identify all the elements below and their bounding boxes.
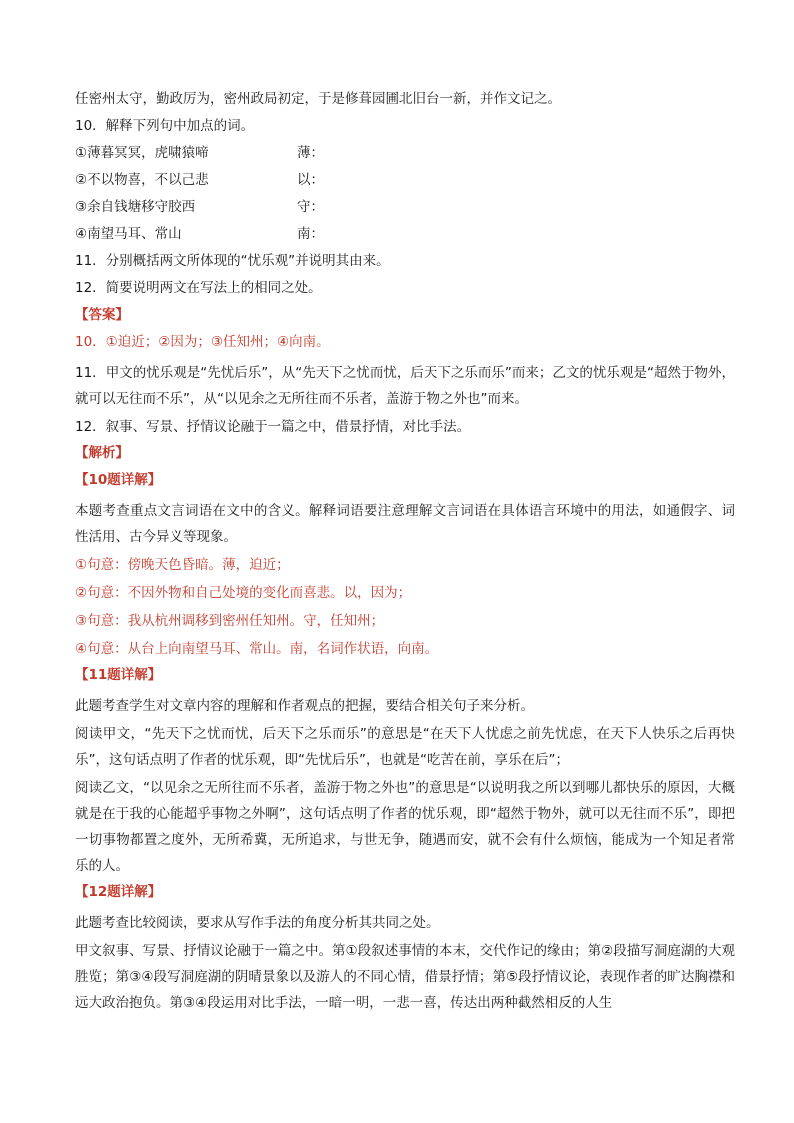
detail-11-text-2: 阅读甲文，“先天下之忧而忧，后天下之乐而乐”的意思是“在天下人忧虑之前先忧虑，在天下人快乐之后再快乐”，这句话点明了作者的忧乐观，即“先忧后乐”，也就是“吃苦在前，享乐在后”； [75, 726, 735, 768]
detail-10-item-1: ①句意：傍晚天色昏暗。薄，迫近； [75, 557, 290, 573]
question-11: 11．分别概括两文所体现的“忧乐观”并说明其由来。 [75, 253, 390, 269]
detail-10-text: 本题考查重点文言词语在文中的含义。解释词语要注意理解文言词语在具体语言环境中的用法，如通假字、词性活用、古今异义等现象。 [75, 503, 735, 545]
detail-10-item-3: ③句意：我从杭州调移到密州任知州。守，任知州； [75, 613, 385, 629]
q10-item-4 [75, 225, 735, 244]
q10-item-sentence: ①薄暮冥冥，虎啸猿啼 [75, 145, 209, 161]
q10-item-word: 守： [297, 199, 324, 215]
intro-text: 任密州太守，勤政厉为，密州政局初定，于是修葺园圃北旧台一新，并作文记之。 [75, 91, 561, 107]
question-10: 10．解释下列句中加点的词。 [75, 118, 255, 134]
q10-item-word: 南： [297, 226, 324, 242]
answer-10: 10．①迫近；②因为；③任知州；④向南。 [75, 334, 330, 350]
detail-11-text-1: 此题考查学生对文章内容的理解和作者观点的把握，要结合相关句子来分析。 [75, 698, 534, 714]
q10-item-sentence: ②不以物喜，不以己悲 [75, 172, 209, 188]
q10-item-word: 薄： [297, 145, 324, 161]
detail-12-text-2: 甲文叙事、写景、抒情议论融于一篇之中。第①段叙述事情的本末，交代作记的缘由；第②段描写洞庭湖的大观胜览；第③④段写洞庭湖的阴晴景象以及游人的不同心情，借景抒情；第⑤段抒情议论，表现作者的旷达胸襟和远大政治抱负。第③④段运用对比手法，一暗一明，一悲一喜，传达出两种截然相反的人生 [75, 943, 735, 1011]
detail-11-header: 【11题详解】 [75, 667, 162, 683]
detail-12-text-1: 此题考查比较阅读，要求从写作手法的角度分析其共同之处。 [75, 915, 440, 931]
answer-12: 12．叙事、写景、抒情议论融于一篇之中，借景抒情，对比手法。 [75, 419, 471, 435]
answer-header: 【答案】 [75, 307, 129, 323]
detail-10-item-4: ④句意：从台上向南望马耳、常山。南，名词作状语，向南。 [75, 641, 439, 657]
detail-10-header: 【10题详解】 [75, 472, 162, 488]
q10-item-word: 以： [297, 172, 324, 188]
detail-11-text-3: 阅读乙文，“以见余之无所往而不乐者，盖游于物之外也”的意思是“以说明我之所以到哪儿都快乐的原因，大概就是在于我的心能超乎事物之外啊”，这句话点明了作者的忧乐观，即“超然于物外，就可以无往而不乐”，即把一切事物都置之度外，无所希冀，无所追求，与世无争，随遇而安，就不会有什么烦恼，能成为一个知足者常乐的人。 [75, 780, 735, 874]
detail-12-header: 【12题详解】 [75, 884, 162, 900]
q10-item-2 [75, 171, 735, 190]
detail-10-item-2: ②句意：不因外物和自己处境的变化而喜悲。以，因为； [75, 585, 412, 601]
question-12: 12．简要说明两文在写法上的相同之处。 [75, 280, 322, 296]
q10-item-3 [75, 198, 735, 217]
answer-11: 11．甲文的忧乐观是“先忧后乐”，从“先天下之忧而忧，后天下之乐而乐”而来；乙文的忧乐观是“超然于物外，就可以无往而不乐”，从“以见余之无所往而不乐者，盖游于物之外也”而来。 [75, 365, 735, 407]
q10-item-1 [75, 144, 735, 163]
q10-item-sentence: ④南望马耳、常山 [75, 226, 182, 242]
analysis-header: 【解析】 [75, 445, 129, 461]
document-page [75, 90, 735, 1018]
q10-item-sentence: ③余自钱塘移守胶西 [75, 199, 196, 215]
